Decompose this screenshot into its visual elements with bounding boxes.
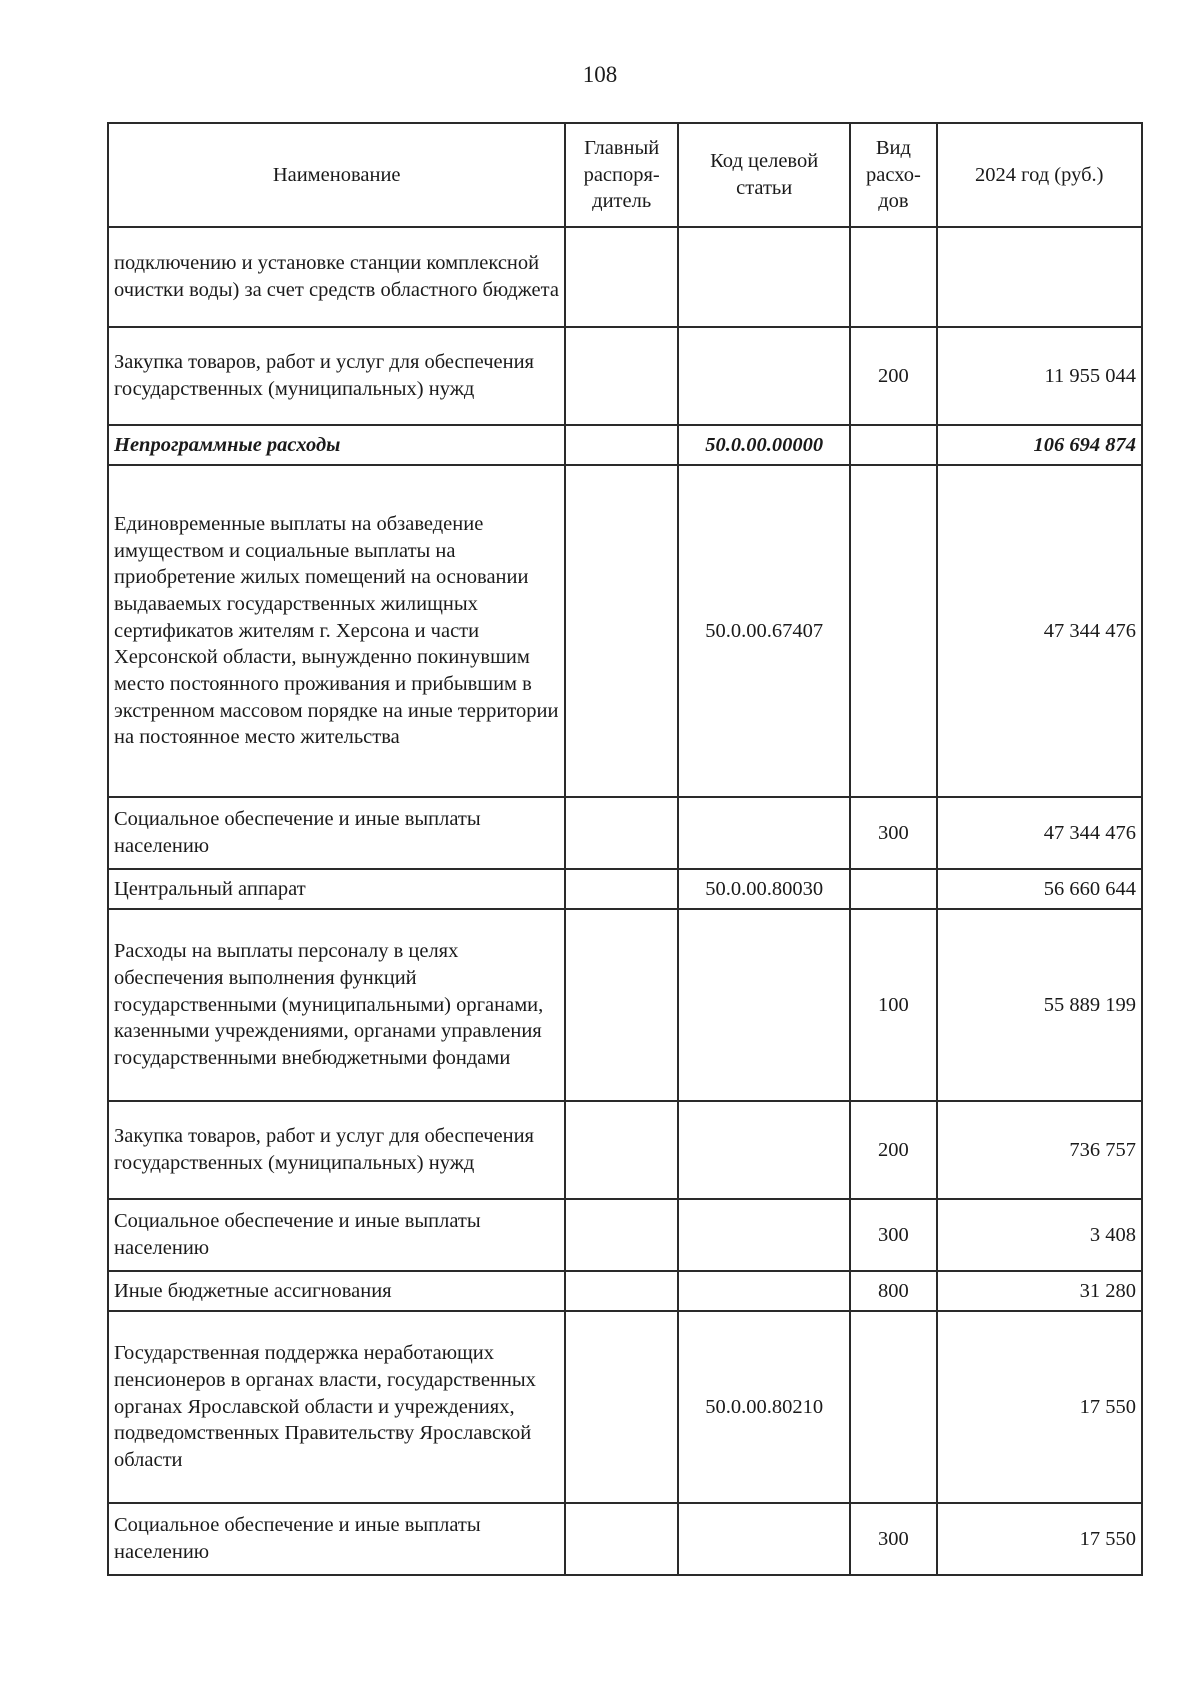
row-name: Центральный аппарат xyxy=(108,869,565,909)
row-type: 800 xyxy=(850,1271,936,1311)
row-name: подключению и установке станции комплексной очистки воды) за счет средств областного бюджета xyxy=(108,227,565,327)
table-row xyxy=(108,1503,1142,1575)
row-amount: 17 550 xyxy=(937,1311,1143,1503)
table-row xyxy=(108,327,1142,425)
table-row xyxy=(108,1271,1142,1311)
row-name: Закупка товаров, работ и услуг для обеспечения государственных (муниципальных) нужд xyxy=(108,1101,565,1199)
row-type: 200 xyxy=(850,327,936,425)
row-type xyxy=(850,227,936,327)
row-code xyxy=(678,909,850,1101)
row-name: Социальное обеспечение и иные выплаты населению xyxy=(108,797,565,869)
budget-table xyxy=(107,122,1143,1576)
table-row xyxy=(108,227,1142,327)
row-name: Иные бюджетные ассигнования xyxy=(108,1271,565,1311)
table-header-row xyxy=(108,123,1142,227)
row-manager xyxy=(565,465,678,797)
row-manager xyxy=(565,1311,678,1503)
header-amount: 2024 год (руб.) xyxy=(937,123,1143,227)
row-type xyxy=(850,465,936,797)
row-code xyxy=(678,1101,850,1199)
row-amount: 106 694 874 xyxy=(937,425,1143,465)
header-manager: Главный распоря-дитель xyxy=(565,123,678,227)
row-amount: 736 757 xyxy=(937,1101,1143,1199)
row-manager xyxy=(565,227,678,327)
row-manager xyxy=(565,327,678,425)
table-row xyxy=(108,1101,1142,1199)
row-amount: 55 889 199 xyxy=(937,909,1143,1101)
page-number: 108 xyxy=(582,62,618,87)
row-type xyxy=(850,869,936,909)
header-type: Вид расхо-дов xyxy=(850,123,936,227)
row-type: 300 xyxy=(850,1199,936,1271)
row-manager xyxy=(565,1101,678,1199)
row-name: Государственная поддержка неработающих пенсионеров в органах власти, государственных органах Ярославской области и учреждениях, подведомственных Правительству Ярославской области xyxy=(108,1311,565,1503)
row-amount: 31 280 xyxy=(937,1271,1143,1311)
row-name: Социальное обеспечение и иные выплаты населению xyxy=(108,1199,565,1271)
row-code xyxy=(678,1199,850,1271)
row-type xyxy=(850,1311,936,1503)
row-type: 300 xyxy=(850,797,936,869)
row-code: 50.0.00.00000 xyxy=(678,425,850,465)
row-code: 50.0.00.80030 xyxy=(678,869,850,909)
row-manager xyxy=(565,425,678,465)
row-manager xyxy=(565,797,678,869)
row-amount: 56 660 644 xyxy=(937,869,1143,909)
row-name: Социальное обеспечение и иные выплаты населению xyxy=(108,1503,565,1575)
row-amount: 47 344 476 xyxy=(937,465,1143,797)
table-row xyxy=(108,797,1142,869)
row-code xyxy=(678,327,850,425)
row-name: Закупка товаров, работ и услуг для обеспечения государственных (муниципальных) нужд xyxy=(108,327,565,425)
table-row xyxy=(108,465,1142,797)
row-name: Расходы на выплаты персоналу в целях обеспечения выполнения функций государственными (муниципальными) органами, казенными учреждениями, органами управления государственными внебюджетными фондами xyxy=(108,909,565,1101)
row-manager xyxy=(565,909,678,1101)
row-amount xyxy=(937,227,1143,327)
row-amount: 3 408 xyxy=(937,1199,1143,1271)
row-type: 300 xyxy=(850,1503,936,1575)
table-row xyxy=(108,869,1142,909)
table-row xyxy=(108,1311,1142,1503)
row-code xyxy=(678,1503,850,1575)
row-type xyxy=(850,425,936,465)
row-code xyxy=(678,1271,850,1311)
row-type: 200 xyxy=(850,1101,936,1199)
header-name: Наименование xyxy=(108,123,565,227)
row-code: 50.0.00.80210 xyxy=(678,1311,850,1503)
table-row xyxy=(108,425,1142,465)
row-manager xyxy=(565,869,678,909)
header-code: Код целевой статьи xyxy=(678,123,850,227)
row-manager xyxy=(565,1503,678,1575)
row-type: 100 xyxy=(850,909,936,1101)
row-name: Непрограммные расходы xyxy=(108,425,565,465)
table-row xyxy=(108,909,1142,1101)
table-row xyxy=(108,1199,1142,1271)
row-manager xyxy=(565,1199,678,1271)
row-name: Единовременные выплаты на обзаведение имуществом и социальные выплаты на приобретение жилых помещений на основании выдаваемых государственных жилищных сертификатов жителям г. Херсона и части Херсонской области, вынужденно покинувшим место постоянного проживания и прибывшим в экстренном массовом порядке на иные территории на постоянное место жительства xyxy=(108,465,565,797)
row-amount: 17 550 xyxy=(937,1503,1143,1575)
row-amount: 11 955 044 xyxy=(937,327,1143,425)
row-code: 50.0.00.67407 xyxy=(678,465,850,797)
row-code xyxy=(678,797,850,869)
row-code xyxy=(678,227,850,327)
row-amount: 47 344 476 xyxy=(937,797,1143,869)
row-manager xyxy=(565,1271,678,1311)
